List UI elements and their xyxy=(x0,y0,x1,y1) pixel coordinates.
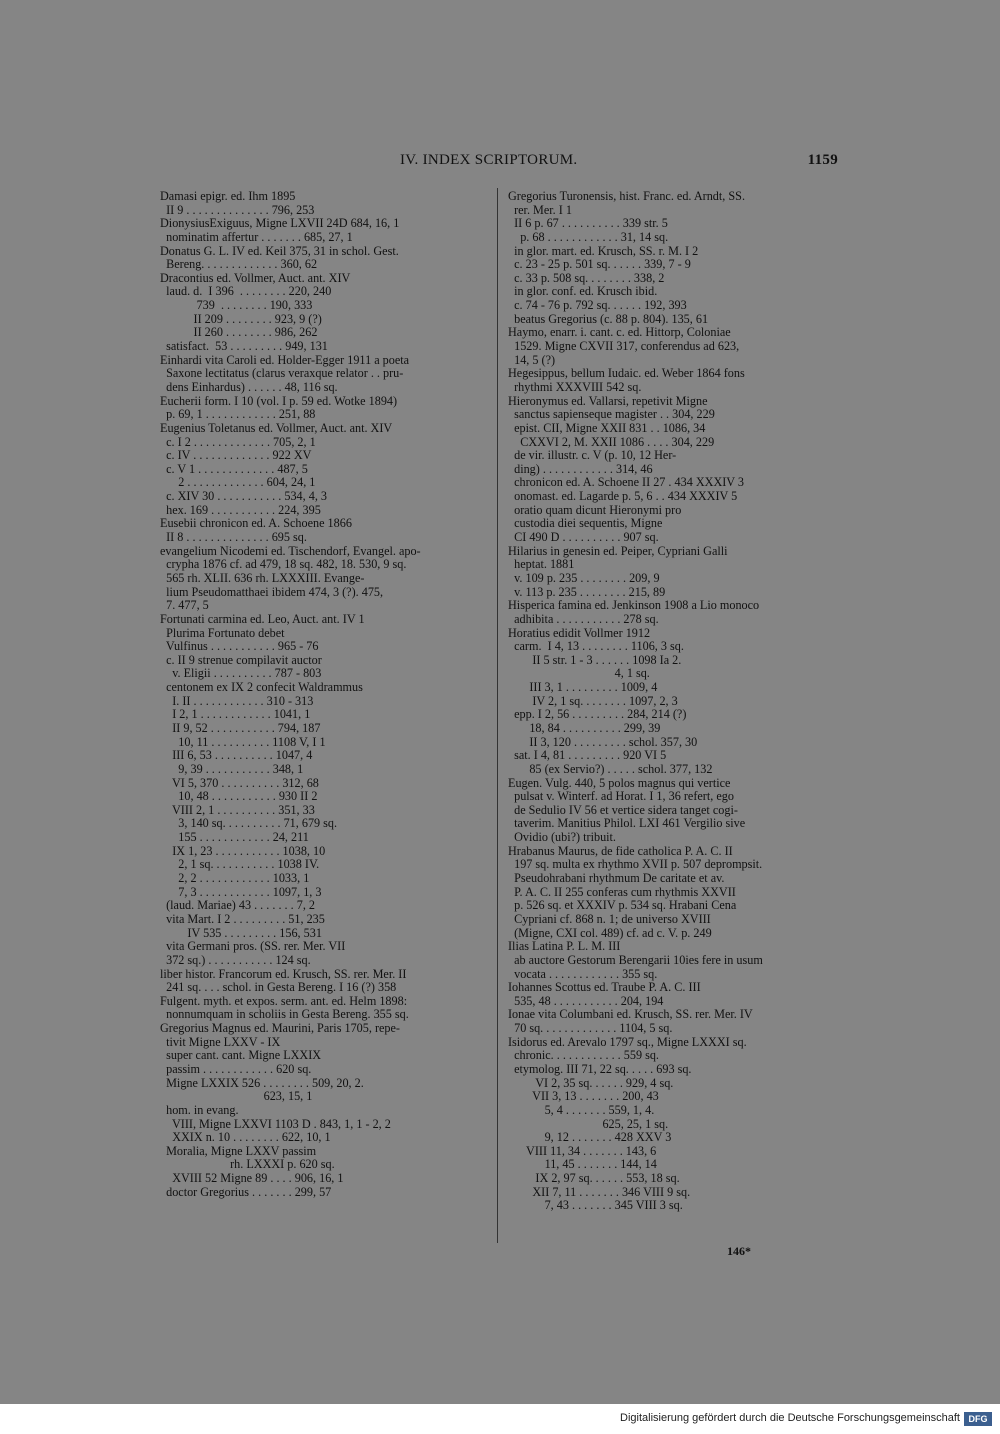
index-entry: Cypriani cf. 868 n. 1; de universo XVIII xyxy=(508,912,711,926)
index-entry: 70 sq. . . . . . . . . . . . . 1104, 5 sq. xyxy=(508,1022,673,1036)
index-entry: XXIX n. 10 . . . . . . . . 622, 10, 1 xyxy=(160,1131,331,1145)
index-entry: 2, 2 . . . . . . . . . . . . 1033, 1 xyxy=(160,872,310,886)
index-entry: 197 sq. multa ex rhythmo XVII p. 507 deprompsit. xyxy=(508,858,763,872)
index-entry: Ilias Latina P. L. M. III xyxy=(508,940,621,954)
index-entry: v. 113 p. 235 . . . . . . . . 215, 89 xyxy=(508,585,666,599)
index-entry: chronicon ed. A. Schoene II 27 . 434 XXXIV 3 xyxy=(508,476,745,490)
index-entry: taverim. Manitius Philol. LXI 461 Vergilio sive xyxy=(508,817,746,831)
index-entry: p. 68 . . . . . . . . . . . . 31, 14 sq. xyxy=(508,230,669,244)
index-entry: 7, 43 . . . . . . . 345 VIII 3 sq. xyxy=(508,1199,683,1213)
index-entry: II 5 str. 1 - 3 . . . . . . 1098 Ia 2. xyxy=(508,653,682,667)
index-entry: lium Pseudomatthaei ibidem 474, 3 (?). 475, xyxy=(160,585,384,599)
index-entry: VIII 11, 34 . . . . . . . 143, 6 xyxy=(508,1144,657,1158)
index-entry: 14, 5 (?) xyxy=(508,353,556,367)
index-entry: Vulfinus . . . . . . . . . . . 965 - 76 xyxy=(160,640,319,654)
index-entry: 11, 45 . . . . . . . 144, 14 xyxy=(508,1158,657,1172)
index-entry: 625, 25, 1 sq. xyxy=(508,1117,669,1131)
index-entry: de vir. illustr. c. V (p. 10, 12 Her- xyxy=(508,449,677,463)
index-entry: XII 7, 11 . . . . . . . 346 VIII 9 sq. xyxy=(508,1185,691,1199)
index-entry: CI 490 D . . . . . . . . . . 907 sq. xyxy=(508,531,659,545)
index-entry: Dracontius ed. Vollmer, Auct. ant. XIV xyxy=(160,271,351,285)
index-entry: 372 sq.) . . . . . . . . . . . 124 sq. xyxy=(160,953,311,967)
index-entry: adhibita . . . . . . . . . . . 278 sq. xyxy=(508,612,659,626)
index-entry: epist. CII, Migne XXII 831 . . 1086, 34 xyxy=(508,421,706,435)
index-entry: rer. Mer. I 1 xyxy=(508,203,572,217)
index-entry: vita Germani pros. (SS. rer. Mer. VII xyxy=(160,940,346,954)
index-entry: XVIII 52 Migne 89 . . . . 906, 16, 1 xyxy=(160,1172,344,1186)
index-entry: chronic. . . . . . . . . . . . 559 sq. xyxy=(508,1049,659,1063)
index-entry: II 260 . . . . . . . . 986, 262 xyxy=(160,326,318,340)
index-entry: Damasi epigr. ed. Ihm 1895 xyxy=(160,190,296,203)
index-entry: 9, 12 . . . . . . . 428 XXV 3 xyxy=(508,1131,672,1145)
index-entry: c. IV . . . . . . . . . . . . . 922 XV xyxy=(160,449,312,463)
index-entry: Horatius edidit Vollmer 1912 xyxy=(508,626,651,640)
footer-bar xyxy=(0,1404,1000,1434)
index-entry: tivit Migne LXXV - IX xyxy=(160,1035,281,1049)
index-entry: v. 109 p. 235 . . . . . . . . 209, 9 xyxy=(508,571,660,585)
index-entry: IX 2, 97 sq. . . . . . 553, 18 sq. xyxy=(508,1172,680,1186)
index-entry: (Migne, CXI col. 489) cf. ad c. V. p. 249 xyxy=(508,926,712,940)
index-entry: 2, 1 sq. . . . . . . . . . . 1038 IV. xyxy=(160,858,320,872)
index-entry: sat. I 4, 81 . . . . . . . . . 920 VI 5 xyxy=(508,749,667,763)
index-entry: 2 . . . . . . . . . . . . . 604, 24, 1 xyxy=(160,476,316,490)
index-entry: c. V 1 . . . . . . . . . . . . . 487, 5 xyxy=(160,462,308,476)
index-entry: Ovidio (ubi?) tribuit. xyxy=(508,831,616,845)
index-entry: II 6 p. 67 . . . . . . . . . . 339 str. 5 xyxy=(508,217,668,231)
index-entry: 85 (ex Servio?) . . . . . schol. 377, 132 xyxy=(508,762,713,776)
index-entry: vocata . . . . . . . . . . . . 355 sq. xyxy=(508,967,658,981)
column-divider xyxy=(497,188,498,1243)
index-entry: II 3, 120 . . . . . . . . . schol. 357, 30 xyxy=(508,735,698,749)
index-entry: c. 33 p. 508 sq. . . . . . . . 338, 2 xyxy=(508,271,665,285)
index-entry: VII 3, 13 . . . . . . . 200, 43 xyxy=(508,1090,659,1104)
index-entry: 10, 11 . . . . . . . . . . 1108 V, I 1 xyxy=(160,735,326,749)
index-entry: Isidorus ed. Arevalo 1797 sq., Migne LXXXI sq. xyxy=(508,1035,747,1049)
index-entry: Ionae vita Columbani ed. Krusch, SS. rer. Mer. IV xyxy=(508,1008,753,1022)
index-entry: in glor. mart. ed. Krusch, SS. r. M. I 2 xyxy=(508,244,699,258)
index-entry: hom. in evang. xyxy=(160,1103,239,1117)
index-entry: 4, 1 sq. xyxy=(508,667,650,681)
index-entry: CXXVI 2, M. XXII 1086 . . . . 304, 229 xyxy=(508,435,715,449)
index-entry: c. 23 - 25 p. 501 sq. . . . . . 339, 7 - 9 xyxy=(508,258,691,272)
index-entry: de Sedulio IV 56 et vertice sidera tanget cogi- xyxy=(508,803,738,817)
index-entry: doctor Gregorius . . . . . . . 299, 57 xyxy=(160,1185,332,1199)
index-entry: hex. 169 . . . . . . . . . . . 224, 395 xyxy=(160,503,321,517)
index-entry: Fulgent. myth. et expos. serm. ant. ed. Helm 1898: xyxy=(160,994,408,1008)
index-entry: Hrabanus Maurus, de fide catholica P. A. C. II xyxy=(508,844,733,858)
index-entry: crypha 1876 cf. ad 479, 18 sq. 482, 18. 530, 9 sq. xyxy=(160,558,407,572)
index-entry: II 209 . . . . . . . . 923, 9 (?) xyxy=(160,312,322,326)
index-entry: IV 2, 1 sq. . . . . . . . 1097, 2, 3 xyxy=(508,694,678,708)
index-entry: Gregorius Turonensis, hist. Franc. ed. Arndt, SS. xyxy=(508,190,745,203)
index-entry: 7, 3 . . . . . . . . . . . . 1097, 1, 3 xyxy=(160,885,322,899)
index-entry: Einhardi vita Caroli ed. Holder-Egger 1911 a poeta xyxy=(160,353,410,367)
index-entry: IX 1, 23 . . . . . . . . . . . 1038, 10 xyxy=(160,844,326,858)
index-entry: 5, 4 . . . . . . . 559, 1, 4. xyxy=(508,1103,655,1117)
index-entry: p. 526 sq. et XXXIV p. 534 sq. Hrabani Cena xyxy=(508,899,737,913)
index-entry: Moralia, Migne LXXV passim xyxy=(160,1144,317,1158)
index-entry: Hilarius in genesin ed. Peiper, Cypriani Galli xyxy=(508,544,728,558)
index-entry: Hieronymus ed. Vallarsi, repetivit Migne xyxy=(508,394,708,408)
index-entry: laud. d. I 396 . . . . . . . . 220, 240 xyxy=(160,285,332,299)
index-entry: custodia diei sequentis, Migne xyxy=(508,517,663,531)
funding-credit: Digitalisierung gefördert durch die Deutsche Forschungsgemeinschaft xyxy=(620,1412,960,1424)
index-entry: p. 69, 1 . . . . . . . . . . . . 251, 88 xyxy=(160,408,316,422)
index-entry: Eugen. Vulg. 440, 5 polos magnus qui vertice xyxy=(508,776,731,790)
index-entry: heptat. 1881 xyxy=(508,558,575,572)
index-entry: 7. 477, 5 xyxy=(160,599,209,613)
index-entry: Eugenius Toletanus ed. Vollmer, Auct. ant. XIV xyxy=(160,421,393,435)
index-entry: Haymo, enarr. i. cant. c. ed. Hittorp, Coloniae xyxy=(508,326,731,340)
index-entry: Iohannes Scottus ed. Traube P. A. C. III xyxy=(508,981,701,995)
index-entry: pulsat v. Winterf. ad Horat. I 1, 36 refert, ego xyxy=(508,790,734,804)
index-entry: ding) . . . . . . . . . . . . 314, 46 xyxy=(508,462,653,476)
index-entry: centonem ex IX 2 confecit Waldrammus xyxy=(160,681,363,695)
index-entry: c. I 2 . . . . . . . . . . . . . 705, 2, 1 xyxy=(160,435,316,449)
index-entry: ab auctore Gestorum Berengarii 10ies fere in usum xyxy=(508,953,763,967)
index-entry: rhythmi XXXVIII 542 sq. xyxy=(508,380,642,394)
index-entry: 10, 48 . . . . . . . . . . . 930 II 2 xyxy=(160,790,318,804)
index-entry: II 8 . . . . . . . . . . . . . . 695 sq. xyxy=(160,531,307,545)
index-entry: 623, 15, 1 xyxy=(160,1090,313,1104)
index-entry: passim . . . . . . . . . . . . 620 sq. xyxy=(160,1063,312,1076)
index-entry: 155 . . . . . . . . . . . . 24, 211 xyxy=(160,831,309,845)
index-entry: liber histor. Francorum ed. Krusch, SS. rer. Mer. II xyxy=(160,967,407,981)
index-entry: 9, 39 . . . . . . . . . . . 348, 1 xyxy=(160,762,304,776)
index-entry: 18, 84 . . . . . . . . . . 299, 39 xyxy=(508,721,661,735)
index-entry: nonnumquam in scholiis in Gesta Bereng. 355 sq. xyxy=(160,1008,409,1022)
index-column-right xyxy=(508,190,838,1213)
index-entry: Plurima Fortunato debet xyxy=(160,626,285,640)
index-entry: III 3, 1 . . . . . . . . . 1009, 4 xyxy=(508,681,658,695)
index-entry: 3, 140 sq. . . . . . . . . . 71, 679 sq. xyxy=(160,817,338,831)
index-column-left xyxy=(160,190,486,1199)
index-entry: dens Einhardus) . . . . . . 48, 116 sq. xyxy=(160,380,338,394)
index-entry: VIII, Migne LXXVI 1103 D . 843, 1, 1 - 2, 2 xyxy=(160,1117,391,1131)
index-entry: nominatim affertur . . . . . . . 685, 27, 1 xyxy=(160,230,353,244)
signature-mark: 146* xyxy=(727,1244,751,1258)
index-entry: c. 74 - 76 p. 792 sq. . . . . . 192, 393 xyxy=(508,299,687,313)
index-entry: DionysiusExiguus, Migne LXVII 24D 684, 16, 1 xyxy=(160,217,400,231)
index-entry: evangelium Nicodemi ed. Tischendorf, Evangel. apo- xyxy=(160,544,421,558)
index-entry: Eucherii form. I 10 (vol. I p. 59 ed. Wotke 1894) xyxy=(160,394,398,408)
index-entry: II 9, 52 . . . . . . . . . . . 794, 187 xyxy=(160,721,321,735)
index-entry: v. Eligii . . . . . . . . . . 787 - 803 xyxy=(160,667,322,681)
index-entry: Bereng. . . . . . . . . . . . . 360, 62 xyxy=(160,258,318,272)
index-entry: 535, 48 . . . . . . . . . . . 204, 194 xyxy=(508,994,664,1008)
index-entry: in glor. conf. ed. Krusch ibid. xyxy=(508,285,658,299)
index-entry: Fortunati carmina ed. Leo, Auct. ant. IV 1 xyxy=(160,612,365,626)
index-entry: Donatus G. L. IV ed. Keil 375, 31 in schol. Gest. xyxy=(160,244,399,258)
index-entry: Hisperica famina ed. Jenkinson 1908 a Lio monoco xyxy=(508,599,760,613)
index-entry: oratio quam dicunt Hieronymi pro xyxy=(508,503,682,517)
index-entry: II 9 . . . . . . . . . . . . . . 796, 253 xyxy=(160,203,315,217)
index-entry: onomast. ed. Lagarde p. 5, 6 . . 434 XXXIV 5 xyxy=(508,490,738,504)
index-entry: Pseudohrabani rhythmum De caritate et av. xyxy=(508,872,725,886)
index-entry: P. A. C. II 255 conferas cum rhythmis XXVII xyxy=(508,885,736,899)
index-entry: 739 . . . . . . . . 190, 333 xyxy=(160,299,313,313)
index-entry: VI 2, 35 sq. . . . . . 929, 4 sq. xyxy=(508,1076,674,1090)
index-entry: IV 535 . . . . . . . . . 156, 531 xyxy=(160,926,322,940)
index-entry: beatus Gregorius (c. 88 p. 804). 135, 61 xyxy=(508,312,709,326)
index-entry: 565 rh. XLII. 636 rh. LXXXIII. Evange- xyxy=(160,571,365,585)
dfg-logo-icon: DFG xyxy=(964,1412,992,1426)
index-entry: Hegesippus, bellum Iudaic. ed. Weber 1864 fons xyxy=(508,367,745,381)
index-entry: Eusebii chronicon ed. A. Schoene 1866 xyxy=(160,517,352,531)
index-entry: etymolog. III 71, 22 sq. . . . . 693 sq. xyxy=(508,1063,692,1076)
index-entry: III 6, 53 . . . . . . . . . . 1047, 4 xyxy=(160,749,313,763)
index-entry: Migne LXXIX 526 . . . . . . . . 509, 20, 2. xyxy=(160,1076,364,1090)
index-entry: epp. I 2, 56 . . . . . . . . . 284, 214 (?) xyxy=(508,708,687,722)
index-entry: rh. LXXXI p. 620 sq. xyxy=(160,1158,335,1172)
index-entry: 1529. Migne CXVII 317, conferendus ad 623, xyxy=(508,340,740,354)
page-number: 1159 xyxy=(807,152,838,168)
page-header xyxy=(160,152,838,174)
index-entry: VI 5, 370 . . . . . . . . . . 312, 68 xyxy=(160,776,319,790)
index-entry: Saxone lectitatus (clarus veraxque relator . . pru- xyxy=(160,367,404,381)
index-entry: carm. I 4, 13 . . . . . . . . 1106, 3 sq. xyxy=(508,640,684,654)
index-entry: I. II . . . . . . . . . . . . 310 - 313 xyxy=(160,694,314,708)
index-entry: Gregorius Magnus ed. Maurini, Paris 1705, repe- xyxy=(160,1022,400,1036)
running-title: IV. INDEX SCRIPTORUM. xyxy=(400,152,578,168)
index-entry: 241 sq. . . . schol. in Gesta Bereng. I 16 (?) 358 xyxy=(160,981,397,995)
index-entry: satisfact. 53 . . . . . . . . . 949, 131 xyxy=(160,340,328,354)
index-entry: VIII 2, 1 . . . . . . . . . . 351, 33 xyxy=(160,803,315,817)
index-entry: I 2, 1 . . . . . . . . . . . . 1041, 1 xyxy=(160,708,311,722)
index-entry: c. II 9 strenue compilavit auctor xyxy=(160,653,322,667)
index-entry: c. XIV 30 . . . . . . . . . . . 534, 4, 3 xyxy=(160,490,328,504)
index-entry: vita Mart. I 2 . . . . . . . . . 51, 235 xyxy=(160,912,325,926)
index-entry: super cant. cant. Migne LXXIX xyxy=(160,1049,322,1063)
index-entry: sanctus sapienseque magister . . 304, 229 xyxy=(508,408,715,422)
index-entry: (laud. Mariae) 43 . . . . . . . 7, 2 xyxy=(160,899,316,913)
